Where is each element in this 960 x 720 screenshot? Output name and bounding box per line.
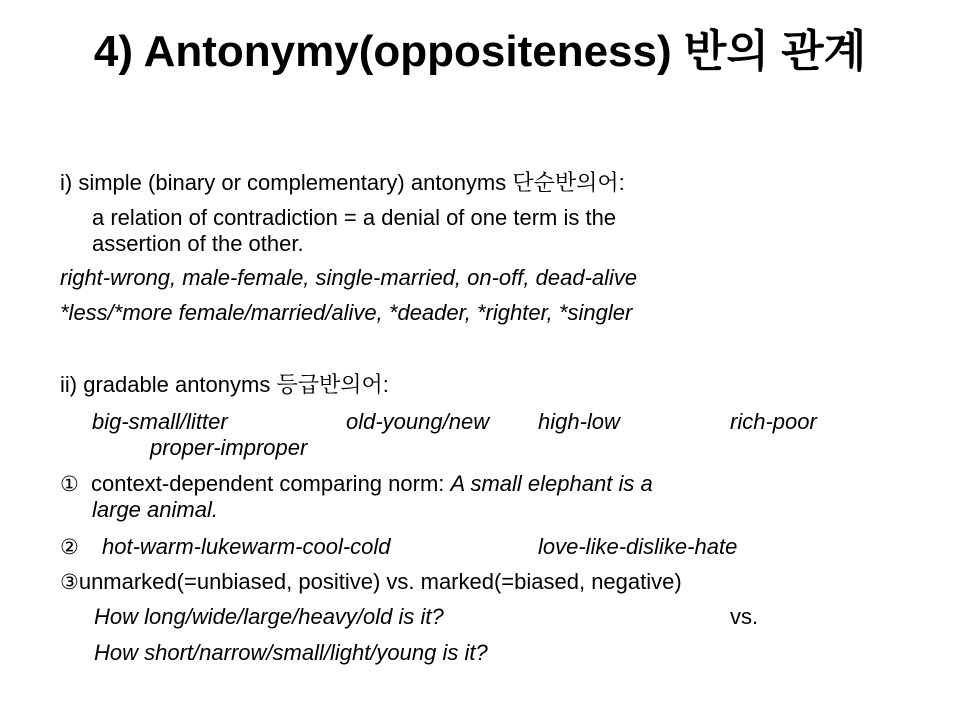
point-2-temperature-scale: hot-warm-lukewarm-cool-cold [102, 534, 391, 559]
point-1 [60, 472, 900, 496]
gradable-example-proper-improper: proper-improper [150, 435, 308, 460]
gradable-example-rich-poor: rich-poor [730, 409, 817, 434]
simple-examples: right-wrong, male-female, single-married, on-off, dead-alive [60, 265, 638, 290]
point-2-emotion-scale: love-like-dislike-hate [538, 534, 738, 559]
point-1-number: ① [60, 472, 79, 496]
section-gradable-heading: ii) gradable antonyms 등급반의어: [60, 372, 389, 397]
gradable-example-big-small: big-small/litter [92, 409, 228, 434]
gradable-example-old-young: old-young/new [346, 409, 490, 434]
definition-line-1: a relation of contradiction = a denial of one term is the [92, 205, 617, 230]
point-1-example: A small elephant is a [450, 471, 653, 496]
point-2 [60, 535, 900, 559]
point-3 [60, 570, 900, 594]
definition-line-2: assertion of the other. [92, 231, 304, 256]
gradable-example-high-low: high-low [538, 409, 620, 434]
point-3-vs: vs. [730, 604, 759, 629]
point-3-text: unmarked(=unbiased, positive) vs. marked(=biased, negative) [78, 569, 682, 594]
point-3-question-marked: How short/narrow/small/light/young is it? [94, 640, 488, 665]
starred-examples: *less/*more female/married/alive, *deader, *righter, *singler [60, 300, 633, 325]
point-3-number: ③ [60, 570, 79, 594]
point-1-text: context-dependent comparing norm: [90, 471, 451, 496]
point-3-question-unmarked: How long/wide/large/heavy/old is it? [94, 604, 444, 629]
point-2-number: ② [60, 535, 79, 559]
section-simple-heading: i) simple (binary or complementary) antonyms 단순반의어: [60, 170, 625, 195]
point-1-example-cont: large animal. [92, 497, 218, 522]
slide-title: 4) Antonymy(oppositeness) 반의 관계 [93, 27, 867, 76]
